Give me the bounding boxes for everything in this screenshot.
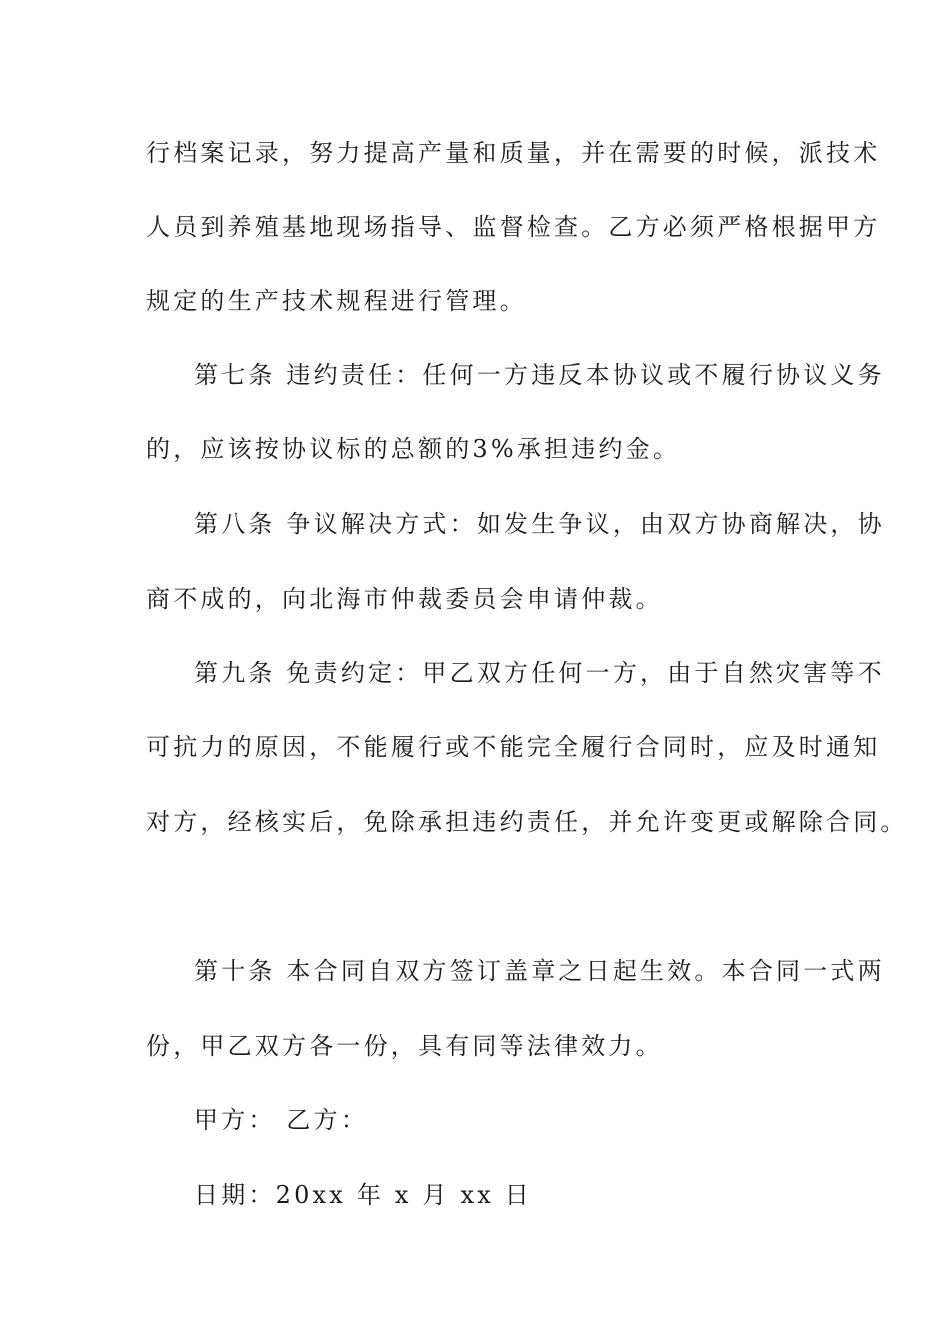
text-line: 规定的生产技术规程进行管理。 <box>146 287 527 315</box>
signature-parties-line: 甲方： 乙方： <box>194 1106 369 1134</box>
text-line: 商不成的，向北海市仲裁委员会申请仲裁。 <box>146 585 663 613</box>
text-line: 人员到养殖基地现场指导、监督检查。乙方必须严格根据甲方 <box>146 213 881 241</box>
article-7-heading-line: 第七条 违约责任：任何一方违反本协议或不履行协议义务 <box>194 361 885 389</box>
text-line: 的，应该按协议标的总额的3%承担违约金。 <box>146 435 681 463</box>
article-9-heading-line: 第九条 免责约定：甲乙双方任何一方，由于自然灾害等不 <box>194 659 885 687</box>
text-line: 行档案记录，努力提高产量和质量，并在需要的时候，派技术 <box>146 139 881 167</box>
text-line: 可抗力的原因，不能履行或不能完全履行合同时，应及时通知 <box>146 733 881 761</box>
date-line: 日期：20xx 年 x 月 xx 日 <box>194 1181 532 1209</box>
text-line: 份，甲乙双方各一份，具有同等法律效力。 <box>146 1032 663 1060</box>
article-8-heading-line: 第八条 争议解决方式：如发生争议，由双方协商解决，协 <box>194 510 885 538</box>
article-10-heading-line: 第十条 本合同自双方签订盖章之日起生效。本合同一式两 <box>194 957 885 985</box>
text-line: 对方，经核实后，免除承担违约责任，并允许变更或解除合同。 <box>146 808 908 836</box>
